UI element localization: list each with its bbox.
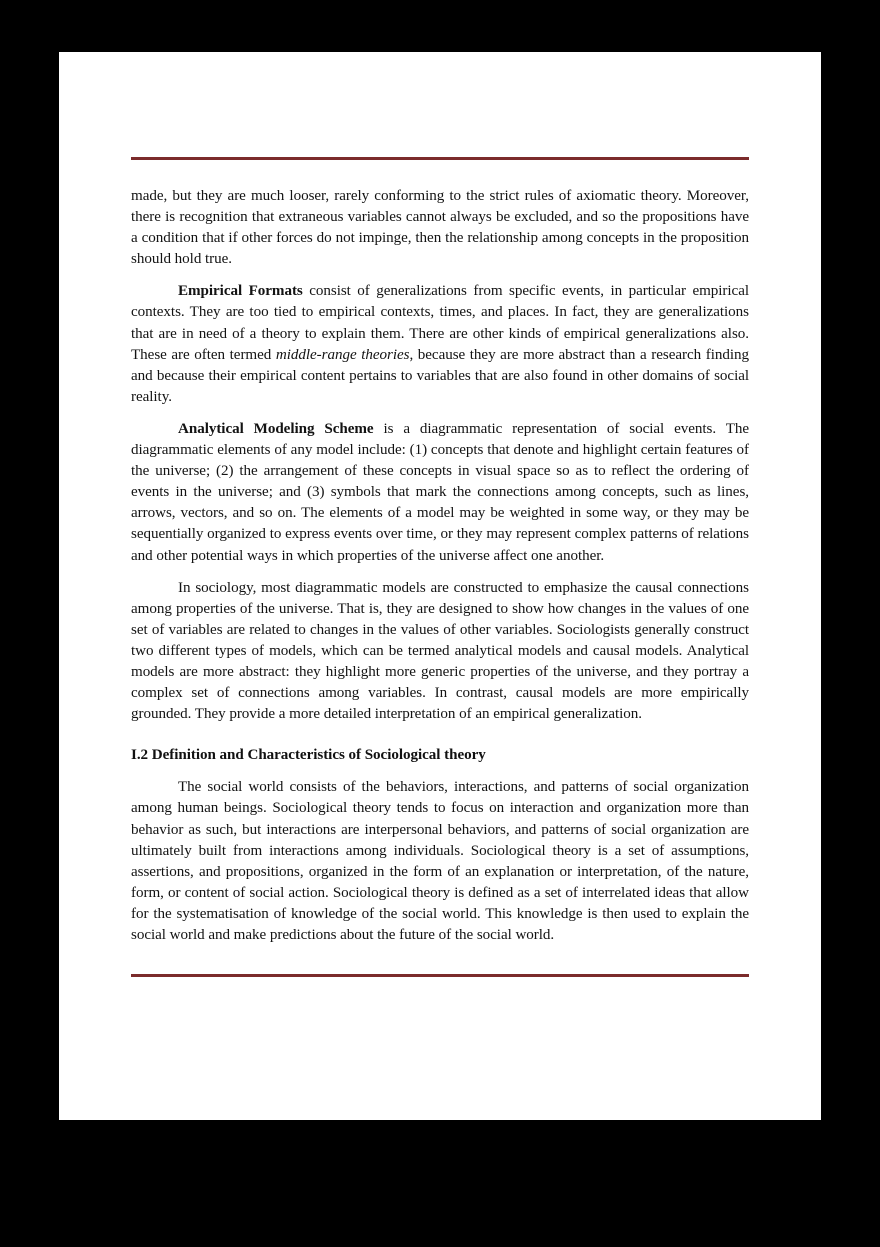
paragraph-empirical-formats bbox=[131, 281, 749, 408]
text-run: In sociology, most diagrammatic models are constructed to emphasize the causal connections among properties of the universe. That is, they are designed to show how changes in the values of one set of variables are related to changes in the values of other variables. Sociologists generally construct two different types of models, which can be termed analytical models and causal models. Analytical models are more abstract: they highlight more generic properties of the universe, and they portray a complex set of connections among variables. In contrast, causal models are more empirically grounded. They provide a more detailed interpretation of an empirical generalization. bbox=[131, 579, 749, 723]
term-analytical-modeling-scheme: Analytical Modeling Scheme bbox=[178, 420, 374, 437]
paragraph-continued bbox=[131, 186, 749, 270]
text-run: , because they are more abstract than a research finding and because their empirical content pertains to variables that are also found in other domains of social reality. bbox=[131, 346, 750, 405]
text-run: made, but they are much looser, rarely conforming to the strict rules of axiomatic theory. Moreover, there is recognition that extraneous variables cannot always be excluded, and so the propositions have a condition that if other forces do not impinge, then the relationship among concepts in the proposition should hold true. bbox=[131, 188, 749, 268]
text-run: is a diagrammatic representation of social events. The diagrammatic elements of any model include: (1) concepts that denote and highlight certain features of the universe; (2) the arrangement of these concepts in visual space so as to reflect the ordering of events in the universe; and (3) symbols that mark the connections among concepts, such as lines, arrows, vectors, and so on. The elements of a model may be weighted in some way, or they may be sequentially organized to express events over time, or they may represent complex patterns of relations and other potential ways in which properties of the universe affect one another. bbox=[131, 420, 750, 564]
paragraph-sociology-models bbox=[131, 578, 749, 726]
paragraph-social-world bbox=[131, 777, 749, 946]
page-content-area bbox=[131, 157, 749, 977]
body-text bbox=[131, 186, 749, 946]
document-page bbox=[59, 52, 821, 1120]
emphasis-middle-range-theories: middle-range theories bbox=[275, 346, 410, 363]
text-run: The social world consists of the behaviors, interactions, and patterns of social organization among human beings. Sociological theory tends to focus on interaction and organization more than behavior as such, but interactions are interpersonal behaviors, and patterns of social organization are ultimately built from interactions among individuals. Sociological theory is a set of assumptions, assertions, and propositions, organized in the form of an explanation or interpretation, of the nature, form, or content of social action. Sociological theory is defined as a set of interrelated ideas that allow for the systematisation of knowledge of the social world. This knowledge is then used to explain the social world and make predictions about the future of the social world. bbox=[131, 779, 749, 943]
header-rule bbox=[131, 157, 749, 160]
section-heading: I.2 Definition and Characteristics of Sociological theory bbox=[131, 747, 486, 764]
text-run: consist of generalizations from specific events, in particular empirical contexts. They are too tied to empirical contexts, times, and places. In fact, they are generalizations that are in need of a theory to explain them. There are other kinds of empirical generalizations also. These are often termed bbox=[131, 283, 749, 363]
term-empirical-formats: Empirical Formats bbox=[178, 283, 303, 300]
paragraph-analytical-modeling-scheme bbox=[131, 419, 749, 567]
footer-rule bbox=[131, 974, 749, 977]
